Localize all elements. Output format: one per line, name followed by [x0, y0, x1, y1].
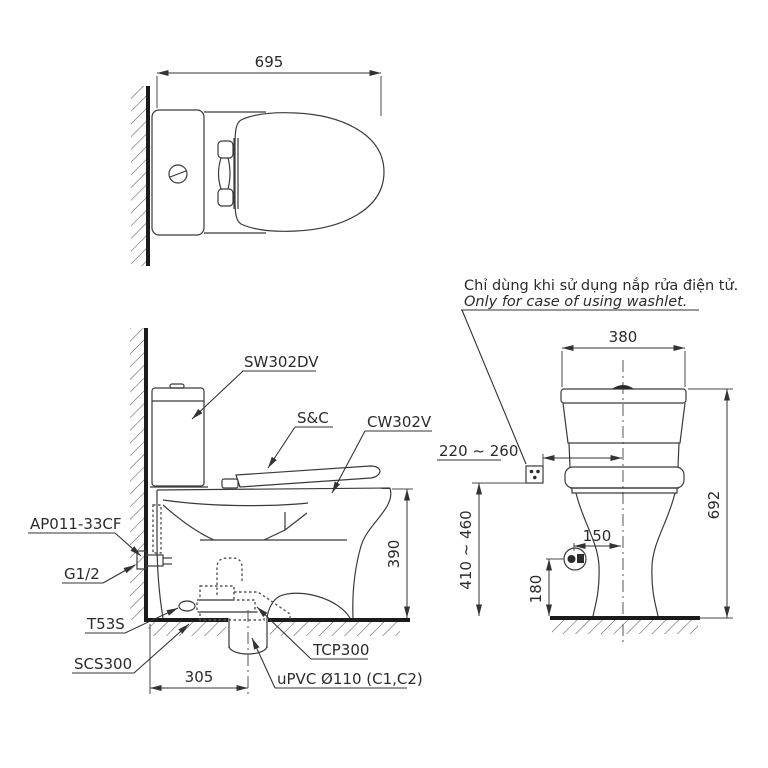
side-view	[28, 328, 432, 694]
tank-plan-outline	[152, 110, 204, 235]
label-seat-cover: S&C	[297, 409, 329, 427]
label-tank: SW302DV	[244, 353, 319, 371]
drain-pipe	[229, 610, 267, 694]
dim-150: 150	[582, 527, 612, 545]
dim-180: 180	[527, 574, 545, 604]
dimension-rim-height	[385, 489, 413, 618]
dim-695: 695	[254, 53, 284, 71]
side-view-callouts	[28, 353, 432, 688]
wall-hatching-top-view	[131, 86, 146, 266]
floor-hatching-right	[270, 622, 400, 636]
dimension-supply-height	[527, 559, 564, 616]
note-vietnamese: Chỉ dùng khi sử dụng nắp rửa điện tử.	[464, 278, 739, 294]
seat-cover-side-profile	[222, 466, 380, 488]
label-bowl: CW302V	[367, 413, 432, 431]
pedestal-front-profile	[576, 493, 675, 616]
label-outlet-adapter: TCP300	[313, 641, 370, 659]
water-supply-valve	[564, 548, 586, 570]
dimension-tank-width	[562, 328, 685, 387]
tank-side-profile	[150, 384, 208, 487]
label-drain-pipe: uPVC Ø110 (C1,C2)	[277, 670, 423, 688]
note-english: Only for case of using washlet.	[464, 294, 688, 310]
wall-hatching-side-view	[130, 328, 144, 620]
floor-hatching-left	[148, 622, 226, 636]
label-floor-seal: SCS300	[74, 655, 133, 673]
label-angle-valve: AP011-33CF	[30, 515, 122, 533]
dim-305: 305	[184, 668, 214, 686]
dim-692: 692	[705, 490, 723, 520]
dimension-supply-to-center	[574, 527, 621, 551]
t53s-fitting	[179, 601, 195, 611]
dim-410-460: 410 ~ 460	[457, 510, 475, 590]
dim-390: 390	[385, 539, 403, 569]
washlet-note	[461, 277, 738, 464]
dimension-outlet-height	[457, 483, 526, 616]
front-view	[437, 277, 738, 642]
trapway-internals-dotted	[153, 505, 290, 620]
dim-220-260: 220 ~ 260	[439, 442, 519, 460]
floor-hatching-front	[552, 620, 698, 634]
seat-lid-plan-outline	[235, 113, 384, 232]
dimension-overall-depth	[157, 53, 381, 116]
top-view	[131, 53, 384, 266]
washlet-outlet-box	[526, 466, 543, 483]
dimension-overall-height	[688, 389, 733, 618]
flush-button-front	[612, 385, 634, 389]
label-fitting: T53S	[87, 615, 125, 633]
dim-380: 380	[608, 328, 638, 346]
bowl-side-profile	[157, 488, 391, 618]
label-supply-thread: G1/2	[64, 565, 100, 583]
seat-front-profile	[565, 467, 684, 493]
dimension-outlet-horizontal	[437, 442, 622, 466]
